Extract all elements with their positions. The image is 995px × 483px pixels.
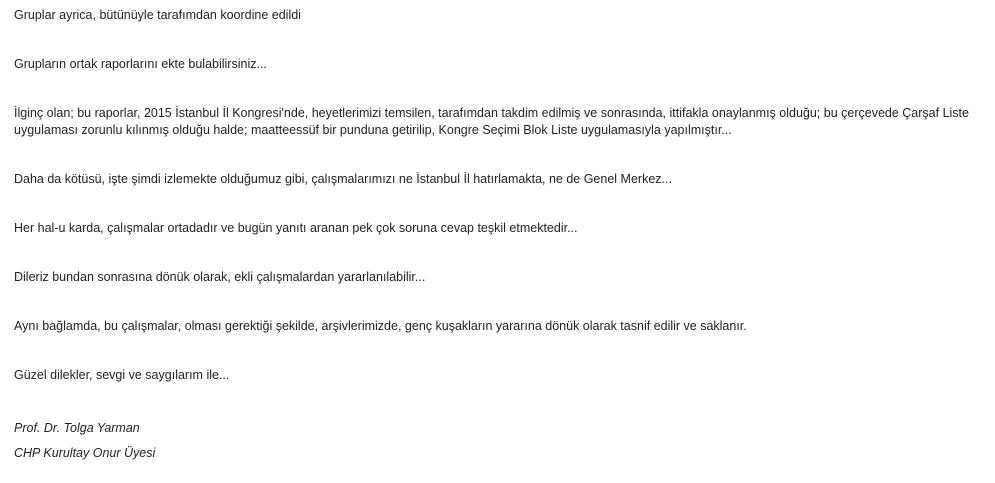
paragraph-congress-reports: İlginç olan; bu raporlar, 2015 İstanbul İl Kongresi'nde, heyetlerimizi temsilen, tarafımdan takdim edilmiş ve sonrasında, ittifakla onaylanmış olduğu; bu çerçevede Çarşaf Liste uygulaması zorunlu kılınmış olduğu halde; maatteessüf bir punduna getirilip, Kongre Seçimi Blok Liste uygulamasıyla yapılmıştır... <box>14 106 969 137</box>
signature-title: CHP Kurultay Onur Üyesi <box>14 446 156 460</box>
paragraph-hope-usage: Dileriz bundan sonrasına dönük olarak, ekli çalışmalardan yararlanılabilir... <box>14 270 426 284</box>
paragraph-closing-wishes: Güzel dilekler, sevgi ve saygılarım ile... <box>14 368 230 382</box>
paragraph-work-available: Her hal-u karda, çalışmalar ortadadır ve bugün yanıtı aranan pek çok soruna cevap teşkil etmektedir... <box>14 221 578 235</box>
paragraph-reports-attached: Grupların ortak raporlarını ekte bulabilirsiniz... <box>14 57 267 71</box>
signature-block <box>14 416 981 466</box>
paragraph-worse-still: Daha da kötüsü, işte şimdi izlemekte olduğumuz gibi, çalışmalarımızı ne İstanbul İl hatırlamakta, ne de Genel Merkez... <box>14 172 672 186</box>
signature-name: Prof. Dr. Tolga Yarman <box>14 421 140 435</box>
paragraph-groups-coordinated: Gruplar ayrica, bütünüyle tarafımdan koordine edildi <box>14 8 301 22</box>
paragraph-archiving: Aynı bağlamda, bu çalışmalar, olması gerektiği şekilde, arşivlerimizde, genç kuşakların yararına dönük olarak tasnif edilir ve saklanır. <box>14 319 747 333</box>
